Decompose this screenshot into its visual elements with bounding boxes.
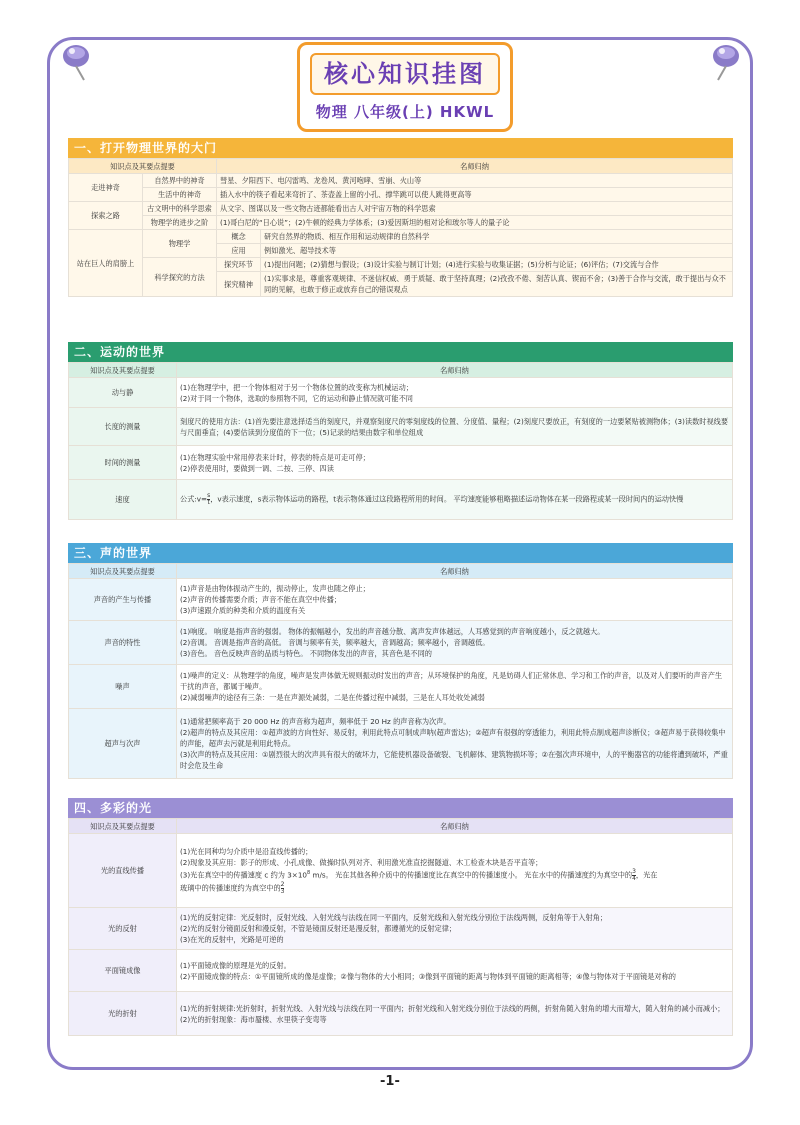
- row-label: 光的直线传播: [69, 834, 177, 908]
- row-text: (1)噪声的定义：从物理学的角度，噪声是发声体做无规则振动时发出的声音；从环境保护的角度，凡是妨碍人们正常休息、学习和工作的声音，以及对人们要听的声音产生干扰的声音，都属于噪声。 (2)减弱噪声的途径有三条：一是在声源处减弱，二是在传播过程中减弱，三是在人耳处收处减弱: [177, 665, 733, 709]
- row-label: 物理学的进步之阶: [143, 216, 217, 230]
- row-text: 彗星、夕阳西下、电闪雷鸣、龙卷风、黄河咆哮、雪崩、火山等: [217, 174, 733, 188]
- title-banner: [297, 42, 513, 132]
- table-row: [69, 216, 733, 230]
- row-label: 速度: [69, 480, 177, 520]
- row-text: 刻度尺的使用方法：(1)首先要注意选择适当的刻度尺，并观察刻度尺的零刻度线的位置、分度值、量程；(2)刻度尺要放正，有刻度的一边要紧贴被测物体；(3)读数时视线要与尺面垂直；(4)要估读到分度值的下一位；(5)记录的结果由数字和单位组成: [177, 408, 733, 446]
- fraction: $\frac{3}{4}$: [632, 867, 636, 882]
- section-title: 一、打开物理世界的大门: [68, 138, 733, 158]
- column-header: 知识点及其要点提要: [69, 564, 177, 579]
- section-title: 二、运动的世界: [68, 342, 733, 362]
- table-row: [69, 579, 733, 621]
- table-header: [69, 819, 733, 834]
- row-text: 插入水中的筷子看起来弯折了、茶壶盖上留的小孔、撑竿跳可以使人跳得更高等: [217, 188, 733, 202]
- row-text: (1)响度。 响度是指声音的强弱。 物体的振幅越小，发出的声音越分散、离声发声体越远，人耳感觉到的声音响度越小，反之就越大。 (2)音调。 音调是指声音的高低。 音调与频率有关，频率越大，音调越高；频率越小，音调越低。 (3)音色。 音色反映声音的品质与特色。 不同物体发出的声音，其音色是不同的: [177, 621, 733, 665]
- row-label: 生活中的神奇: [143, 188, 217, 202]
- knowledge-table: [68, 563, 733, 779]
- section-4: [68, 798, 733, 1036]
- table-row: [69, 446, 733, 480]
- row-label: 动与静: [69, 378, 177, 408]
- row-text: (1)哥白尼的“日心说”；(2)牛顿的经典力学体系；(3)爱因斯坦的相对论和玻尔等人的量子论: [217, 216, 733, 230]
- page-subtitle: 物理 八年级(上) HKWL: [315, 103, 495, 121]
- page-title: 核心知识挂图: [310, 53, 500, 95]
- knowledge-table: [68, 818, 733, 1036]
- row-label: 光的反射: [69, 908, 177, 950]
- row-text: (1)光的折射规律:光折射时，折射光线、入射光线与法线在同一平面内；折射光线和入射光线分别位于法线的两侧，折射角随入射角的增大而增大，随入射角的减小而减小； (2)光的折射现象：海市蜃楼、水里筷子变弯等: [177, 992, 733, 1036]
- table-row: [69, 665, 733, 709]
- row-label: 古文明中的科学思索: [143, 202, 217, 216]
- row-text: 例如激光、超导技术等: [261, 244, 733, 258]
- row-group-label: 探索之路: [69, 202, 143, 230]
- row-label: 探究精神: [217, 272, 261, 297]
- table-header: [69, 159, 733, 174]
- row-text: (1)通常把频率高于 20 000 Hz 的声音称为超声，频率低于 20 Hz 的声音称为次声。 (2)超声的特点及其应用：①超声波的方向性好、易反射，利用此特点可制成声呐(超声雷达)；②超声有很强的穿透能力，利用此特点制成超声诊断仪；③超声易于获得较集中的声能，超声去污就是利用此特点。 (3)次声的特点及其应用：①剧烈很大的次声具有很大的破坏力，它能使机器设备破裂、飞机解体、建筑物损坏等；②在强次声环境中，人的平衡器官的功能将遭到破坏，严重时会危及生命: [177, 709, 733, 779]
- page-number: -1-: [380, 1074, 400, 1089]
- row-label: 超声与次声: [69, 709, 177, 779]
- row-text: (1)提出问题；(2)猜想与假设；(3)设计实验与制订计划；(4)进行实验与收集证据；(5)分析与论证；(6)评估；(7)交流与合作: [261, 258, 733, 272]
- row-text: (1)在物理实验中常用停表来计时，停表的特点是可走可停； (2)停表使用时，要做到一调、二按、三停、四读: [177, 446, 733, 480]
- row-label: 时间的测量: [69, 446, 177, 480]
- section-2: [68, 342, 733, 520]
- row-label: 平面镜成像: [69, 950, 177, 992]
- row-label: 长度的测量: [69, 408, 177, 446]
- table-header: [69, 363, 733, 378]
- row-text: (1)光在同种均匀介质中是沿直线传播的； (2)现象及其应用：影子的形成、小孔成像、做操时队列对齐、利用激光准直挖掘隧道、木工检查木块是否平直等； (3)光在真空中的传播速度 c 约为 $3\times 10^8$ m/s。 光在其他各种介质中的传播速度比在真空中的传播速度小。 光在水中的传播速度约为真空中的 $\frac{3}{4}$ ，光在 玻璃中的传播速度约为真空中的 $\frac{2}{3}$: [177, 834, 733, 908]
- row-text: 公式:v= $\frac{s}{t}$ ，v表示速度，s表示物体运动的路程，t表示物体通过这段路程所用的时间。 平均速度能够粗略描述运动物体在某一段路程或某一段时间内的运动快慢: [177, 480, 733, 520]
- fraction: $\frac{2}{3}$: [280, 880, 285, 895]
- row-text: (1)声音是由物体振动产生的，振动停止，发声也随之停止； (2)声音的传播需要介质；声音不能在真空中传播； (3)声速跟介质的种类和介质的温度有关: [177, 579, 733, 621]
- column-header: 名师归纳: [177, 564, 733, 579]
- table-row: [69, 950, 733, 992]
- pushpin-icon: [58, 42, 94, 82]
- row-label: 概念: [217, 230, 261, 244]
- section-3: [68, 543, 733, 779]
- table-row: [69, 908, 733, 950]
- row-label: 应用: [217, 244, 261, 258]
- row-label: 声音的产生与传播: [69, 579, 177, 621]
- table-row: [69, 202, 733, 216]
- table-row: [69, 174, 733, 188]
- row-label: 自然界中的神奇: [143, 174, 217, 188]
- row-text: (1)实事求是，尊重客观规律、不迷信权威、勇于质疑、敢于坚持真理；(2)孜孜不倦、刻苦认真、锲而不舍；(3)善于合作与交流，敢于提出与众不同的见解，也敢于修正或放弃自己的错误观点: [261, 272, 733, 297]
- row-subgroup-label: 物理学: [143, 230, 217, 258]
- row-text: (1)在物理学中，把一个物体相对于另一个物体位置的改变称为机械运动； (2)对于同一个物体，选取的参照物不同，它的运动和静止情况就可能不同: [177, 378, 733, 408]
- row-subgroup-label: 科学探究的方法: [143, 258, 217, 297]
- table-header: [69, 564, 733, 579]
- row-group-label: 走进神奇: [69, 174, 143, 202]
- table-row: [69, 408, 733, 446]
- column-header: 知识点及其要点提要: [69, 159, 217, 174]
- table-row: [69, 188, 733, 202]
- table-row: [69, 709, 733, 779]
- row-label: 探究环节: [217, 258, 261, 272]
- section-title: 三、声的世界: [68, 543, 733, 563]
- section-1: [68, 138, 733, 297]
- row-label: 声音的特性: [69, 621, 177, 665]
- table-row: [69, 480, 733, 520]
- column-header: 名师归纳: [177, 819, 733, 834]
- fraction: $\frac{s}{t}$: [207, 492, 211, 506]
- table-row: [69, 834, 733, 908]
- table-row: [69, 378, 733, 408]
- row-text: 研究自然界的物质、相互作用和运动规律的自然科学: [261, 230, 733, 244]
- knowledge-table: [68, 158, 733, 297]
- section-title: 四、多彩的光: [68, 798, 733, 818]
- column-header: 知识点及其要点提要: [69, 819, 177, 834]
- row-text: (1)平面镜成像的原理是光的反射。 (2)平面镜成像的特点：①平面镜所成的像是虚像；②像与物体的大小相同；③像到平面镜的距离与物体到平面镜的距离相等；④像与物体对于平面镜是对称的: [177, 950, 733, 992]
- table-row: [69, 230, 733, 244]
- table-row: [69, 621, 733, 665]
- table-row: [69, 258, 733, 272]
- knowledge-table: [68, 362, 733, 520]
- column-header: 名师归纳: [217, 159, 733, 174]
- column-header: 知识点及其要点提要: [69, 363, 177, 378]
- row-text: (1)光的反射定律：光反射时，反射光线、入射光线与法线在同一平面内，反射光线和入射光线分别位于法线两侧，反射角等于入射角； (2)光的反射分镜面反射和漫反射，不管是镜面反射还是漫反射，都遵循光的反射定律； (3)在光的反射中，光路是可逆的: [177, 908, 733, 950]
- row-group-label: 站在巨人的肩膀上: [69, 230, 143, 297]
- pushpin-icon: [708, 42, 744, 82]
- table-row: [69, 992, 733, 1036]
- row-label: 光的折射: [69, 992, 177, 1036]
- row-label: 噪声: [69, 665, 177, 709]
- row-text: 从文字、图谋以及一些文物古迹都能看出古人对宇宙万物的科学思索: [217, 202, 733, 216]
- column-header: 名师归纳: [177, 363, 733, 378]
